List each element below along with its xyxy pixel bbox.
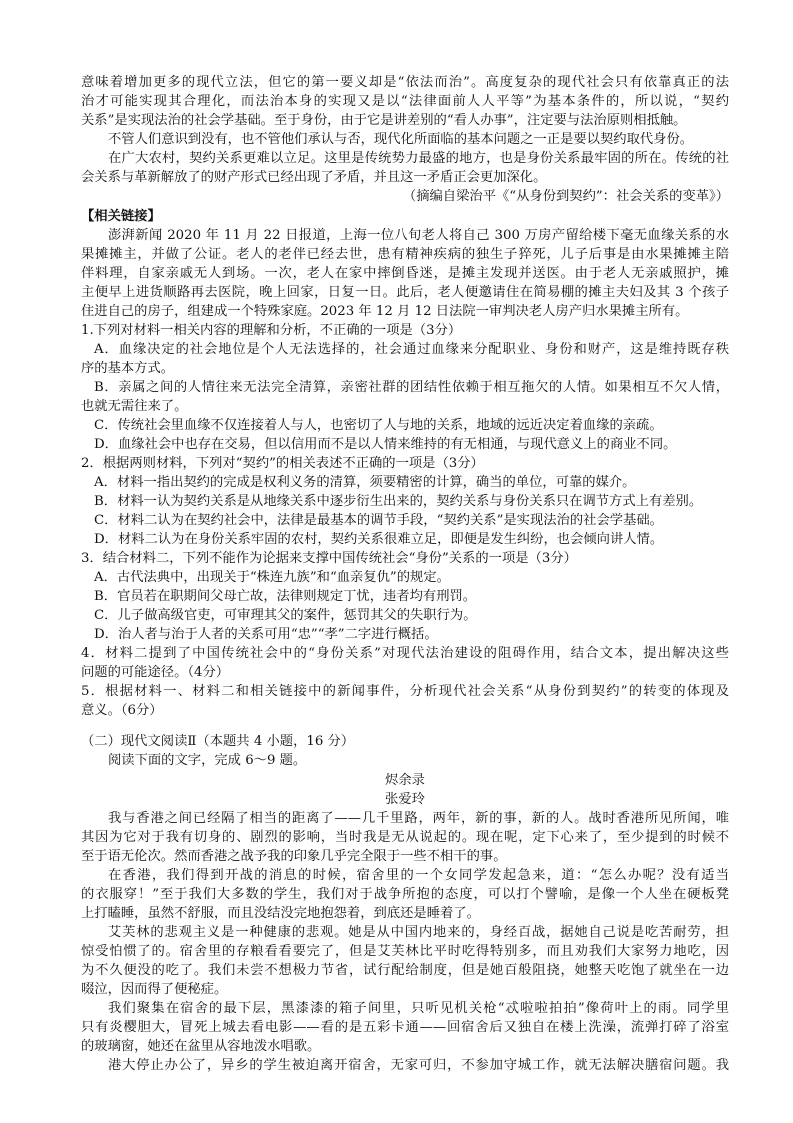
material2-line: 意味着增加更多的现代立法，但它的第一要义却是“依法而治”。高度复杂的现代社会只有依靠真正的法 bbox=[81, 75, 729, 90]
material2-line: 在广大农村，契约关系更难以立足。这里是传统势力最盛的地方，也是身份关系最牢固的所在。传统的社 bbox=[108, 151, 729, 166]
essay-title: 烬余录 bbox=[385, 773, 425, 788]
essay-line: 其因为它对于我有切身的、剧烈的影响，当时我是无从说起的。现在呢，定下心来了，至少提到的时候不 bbox=[81, 830, 729, 845]
question-2-option-c: C．材料二认为在契约社会中，法律是最基本的调节手段，“契约关系”是实现法治的社会学基础。 bbox=[94, 513, 663, 528]
question-1-option-d: D．血缘社会中也存在交易，但以信用而不是以人情来维持的有无相通，与现代意义上的商业不同。 bbox=[94, 437, 677, 452]
material2-line: 关系”是实现法治的社会学基础。至于身份，由于它是讲差别的“看人办事”，注定要与法治原则相抵触。 bbox=[81, 113, 687, 128]
question-4-stem-cont: 问题的可能途径。（4分） bbox=[81, 665, 230, 680]
material2-line: 不管人们意识到没有，也不管他们承认与否，现代化所面临的基本问题之一正是要以契约取代身份。 bbox=[108, 132, 694, 147]
question-2-option-d: D．材料二认为在身份关系牢固的农村，契约关系很难立足，即便是发生纠纷，也会倾向讲人情。 bbox=[94, 532, 664, 547]
related-link-line: 住进自己的房子，组建成一个特殊家庭。2023 年 12 月 12 日法院一审判决老人房产归水果摊主所有。 bbox=[81, 304, 689, 319]
question-4-stem: 4．材料二提到了中国传统社会中的“身份关系”对现代法治建设的阻碍作用，结合文本，提出解决这些 bbox=[81, 646, 729, 661]
section-instruction: 阅读下面的文字，完成 6～9 题。 bbox=[108, 753, 307, 768]
question-1-option-a-cont: 序的基本方式。 bbox=[81, 361, 175, 376]
question-1-option-b: B．亲属之间的人情往来无法完全清算，亲密社群的团结性依赖于相互拖欠的人情。如果相互不欠人情， bbox=[94, 380, 729, 395]
question-5-stem: 5．根据材料一、材料二和相关链接中的新闻事件，分析现代社会关系“从身份到契约”的转变的体现及 bbox=[81, 684, 729, 699]
question-3-option-c: C．儿子做高级官吏，可审理其父的案件，惩罚其父的失职行为。 bbox=[94, 608, 477, 623]
related-link-line: 果摊摊主，并做了公证。老人的老伴已经去世，患有精神疾病的独生子猝死，儿子后事是由水果摊摊主陪 bbox=[81, 247, 729, 262]
essay-line: 啜泣，因而得了便秘症。 bbox=[81, 982, 228, 997]
essay-line: 港大停止办公了，异乡的学生被迫离开宿舍，无家可归，不参加守城工作，就无法解决膳宿问题。我 bbox=[108, 1058, 729, 1073]
related-link-line: 澎湃新闻 2020 年 11 月 22 日报道，上海一位八旬老人将自己 300 万房产留给楼下毫无血缘关系的水 bbox=[108, 228, 729, 243]
essay-line: 在香港，我们得到开战的消息的时候，宿舍里的一个女同学发起急来，道：“怎么办呢？没有适当 bbox=[108, 868, 729, 883]
question-1-option-c: C．传统社会里血缘不仅连接着人与人，也密切了人与地的关系，地域的远近决定着血缘的亲疏。 bbox=[94, 418, 663, 433]
related-link-line: 伴料理，自家亲戚无人到场。一次，老人在家中摔倒昏迷，是摊主发现并送医。由于老人无亲戚照护，摊 bbox=[81, 266, 729, 281]
section-heading: （二）现代文阅读Ⅱ（本题共 4 小题，16 分） bbox=[81, 734, 355, 749]
question-2-stem: 2．根据两则材料，下列对“契约”的相关表述不正确的一项是（3分） bbox=[81, 456, 484, 471]
question-3-option-d: D．治人者与治于人者的关系可用“忠”“孝”二字进行概括。 bbox=[94, 627, 438, 642]
question-5-stem-cont: 意义。（6分） bbox=[81, 703, 163, 718]
essay-line: 只有炎樱胆大，冒死上城去看电影——看的是五彩卡通——回宿舍后又独自在楼上洗澡，流弹打碎了浴室 bbox=[81, 1020, 729, 1035]
essay-line: 至于语无伦次。然而香港之战予我的印象几乎完全限于一些不相干的事。 bbox=[81, 849, 507, 864]
question-3-option-b: B．官员若在职期间父母亡故，法律则规定丁忧，违者均有刑罚。 bbox=[94, 589, 477, 604]
material2-source: （摘编自梁治平《“从身份到契约”：社会关系的变革》） bbox=[402, 189, 729, 204]
essay-author: 张爱玲 bbox=[385, 792, 425, 807]
essay-line: 为不久便没的吃了。我们未尝不想极力节省，试行配给制度，但是她百般阻挠，她整天吃饱了就坐在一边 bbox=[81, 963, 729, 978]
question-1-option-a: A．血缘决定的社会地位是个人无法选择的，社会通过血缘来分配职业、身份和财产，这是维持既存秩 bbox=[94, 342, 729, 357]
question-3-option-a: A．古代法典中，出现关于“株连九族”和“血亲复仇”的规定。 bbox=[94, 570, 450, 585]
essay-line: 的玻璃窗，她还在盆里从容地泼水唱歌。 bbox=[81, 1039, 321, 1054]
question-1-stem: 1.下列对材料一相关内容的理解和分析，不正确的一项是（3分） bbox=[81, 323, 462, 338]
question-2-option-a: A．材料一指出契约的完成是权利义务的清算，须要精密的计算，确当的单位，可靠的媒介。 bbox=[94, 475, 636, 490]
material2-line: 治才可能实现其合理化，而法治本身的实现又是以“法律面前人人平等”为基本条件的，所以说，“契约 bbox=[81, 94, 729, 109]
essay-line: 艾芙林的悲观主义是一种健康的悲观。她是从中国内地来的，身经百战，据她自己说是吃苦耐劳，担 bbox=[108, 925, 729, 940]
related-link-line: 主便早上进货顺路再去医院，晚上回家，日复一日。此后，老人便邀请住在简易棚的摊主夫妇及其 3 个孩子 bbox=[81, 285, 729, 300]
question-2-option-b: B．材料一认为契约关系是从地缘关系中逐步衍生出来的，契约关系与身份关系只在调节方式上有差别。 bbox=[94, 494, 703, 509]
question-3-stem: 3．结合材料二，下列不能作为论据来支撑中国传统社会“身份”关系的一项是（3分） bbox=[81, 551, 577, 566]
related-link-heading: 【相关链接】 bbox=[81, 209, 161, 224]
essay-line: 我们聚集在宿舍的最下层，黑漆漆的箱子间里，只听见机关枪“忒啦啦拍拍”像荷叶上的雨。同学里 bbox=[108, 1001, 729, 1016]
essay-line: 的衣服穿！”至于我们大多数的学生，我们对于战争所抱的态度，可以打个譬喻，是像一个人坐在硬板凳 bbox=[81, 887, 729, 902]
essay-line: 上打瞌睡，虽然不舒服，而且没结没完地抱怨着，到底还是睡着了。 bbox=[81, 906, 480, 921]
question-1-option-b-cont: 也就无需往来了。 bbox=[81, 399, 188, 414]
essay-line: 惊受怕惯了的。宿舍里的存粮看看要完了，但是艾芙林比平时吃得特别多，而且劝我们大家努力地吃，因 bbox=[81, 944, 729, 959]
essay-line: 我与香港之间已经隔了相当的距离了——几千里路，两年，新的事，新的人。战时香港所见所闻，唯 bbox=[108, 811, 729, 826]
material2-line: 会关系与革新解放了的财产形式已经出现了矛盾，并且这一矛盾正会更加深化。 bbox=[81, 170, 547, 185]
